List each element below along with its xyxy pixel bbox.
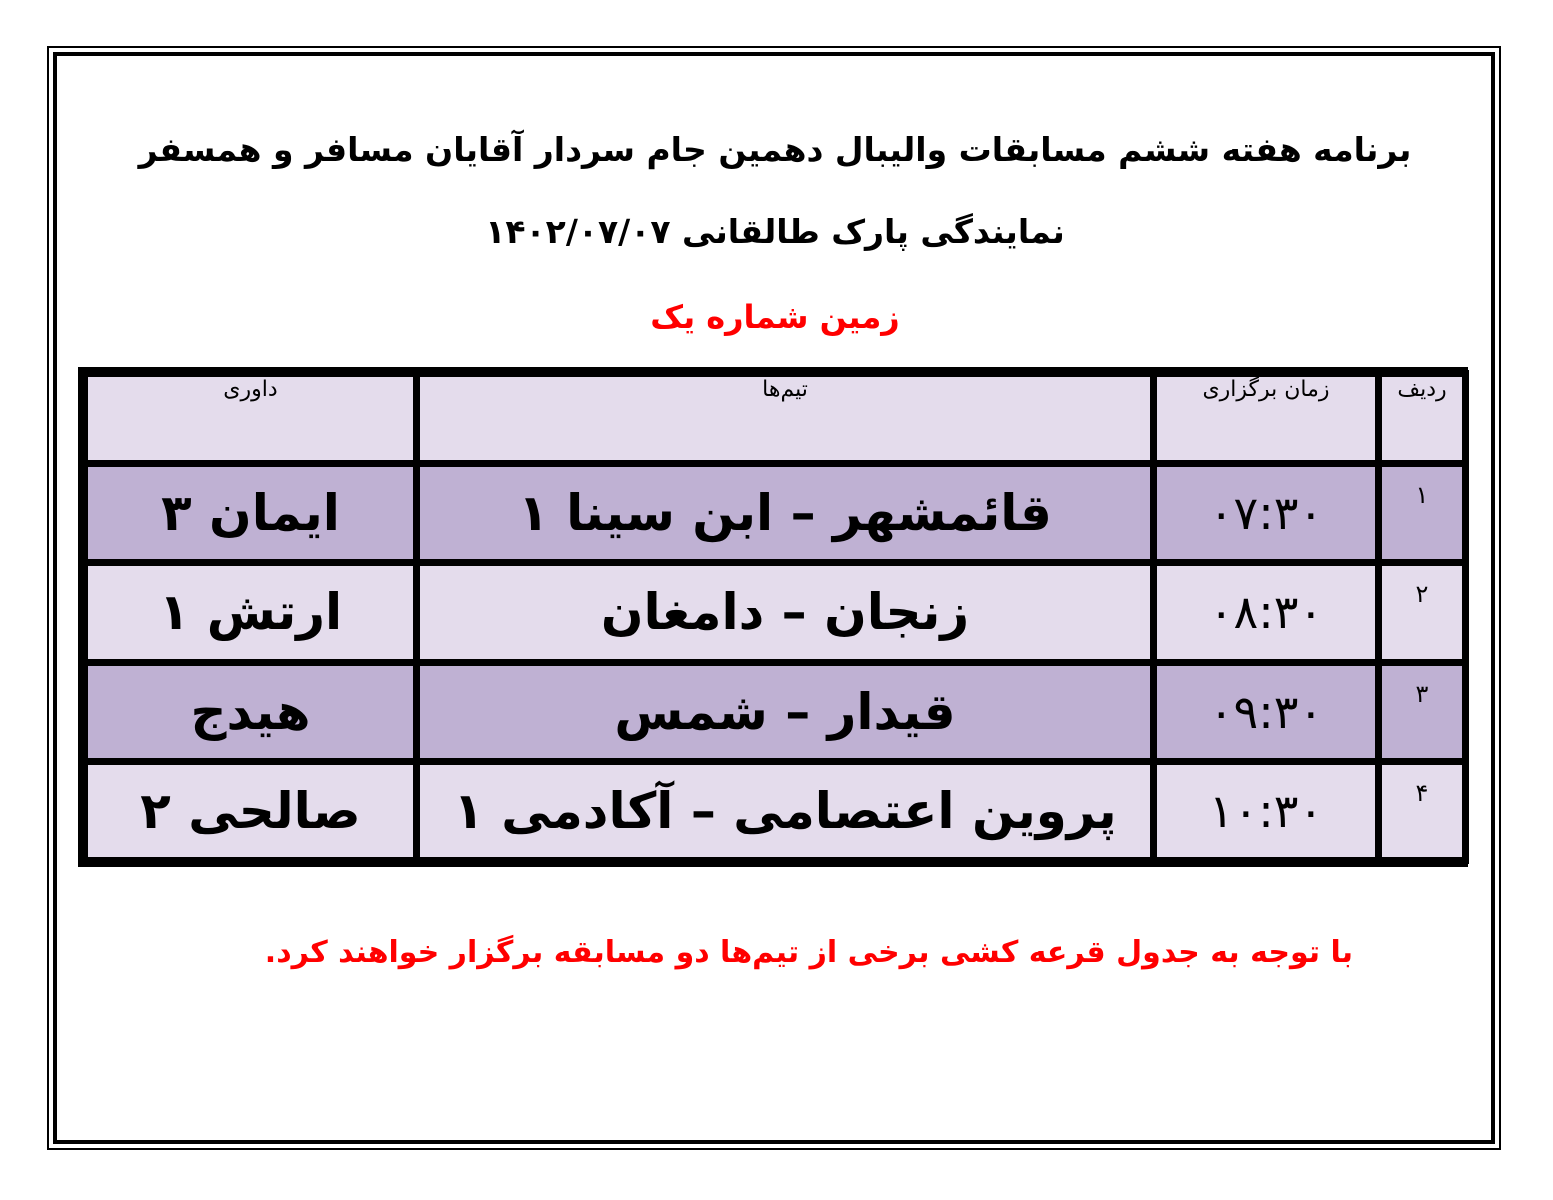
match-teams: قائمشهر – ابن سینا ۱ — [420, 467, 1150, 559]
court-subtitle: زمین شماره یک — [650, 298, 900, 336]
column-header-referee: داوری — [88, 377, 413, 460]
table-row — [88, 467, 1462, 559]
match-time: ۰۸:۳۰ — [1157, 566, 1375, 658]
column-header-teams: تیم‌ها — [420, 377, 1150, 460]
match-teams: قیدار – شمس — [420, 666, 1150, 758]
column-header-row-number: ردیف — [1382, 377, 1462, 460]
footer-note: با توجه به جدول قرعه کشی برخی از تیم‌ها دو مسابقه برگزار خواهند کرد. — [264, 935, 1353, 970]
page-title-line2: نمایندگی پارک طالقانی ۱۴۰۲/۰۷/۰۷ — [485, 212, 1065, 251]
table-row — [88, 666, 1462, 758]
match-referee: صالحی ۲ — [88, 765, 413, 857]
match-time: ۰۷:۳۰ — [1157, 467, 1375, 559]
table-row — [88, 566, 1462, 658]
row-number: ۴ — [1382, 765, 1462, 857]
schedule-table — [78, 367, 1468, 867]
match-referee: ایمان ۳ — [88, 467, 413, 559]
table-row — [88, 765, 1462, 857]
match-teams: زنجان – دامغان — [420, 566, 1150, 658]
row-number: ۳ — [1382, 666, 1462, 758]
match-referee: هیدج — [88, 666, 413, 758]
row-number: ۲ — [1382, 566, 1462, 658]
match-time: ۱۰:۳۰ — [1157, 765, 1375, 857]
column-header-time: زمان برگزاری — [1157, 377, 1375, 460]
match-referee: ارتش ۱ — [88, 566, 413, 658]
row-number: ۱ — [1382, 467, 1462, 559]
table-header-row — [88, 377, 1462, 460]
match-teams: پروین اعتصامی – آکادمی ۱ — [420, 765, 1150, 857]
match-time: ۰۹:۳۰ — [1157, 666, 1375, 758]
page-title: برنامه هفته ششم مسابقات والیبال دهمین جام سردار آقایان مسافر و همسفر — [138, 130, 1412, 169]
